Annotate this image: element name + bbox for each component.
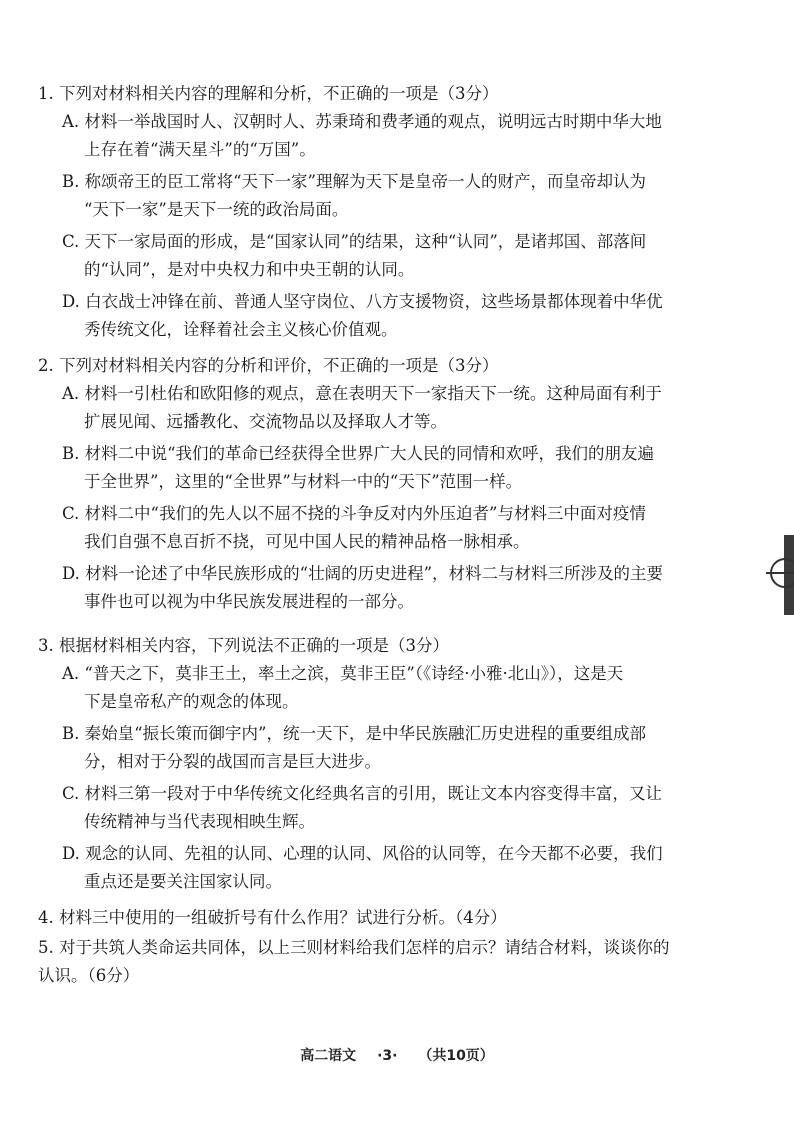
option-text-cont: “天下一家”是天下一统的政治局面。	[84, 200, 349, 219]
option-text-cont: 扩展见闻、远播教化、交流物品以及择取人才等。	[84, 412, 447, 431]
option-b	[38, 440, 738, 496]
option-text-cont: 上存在着“满天星斗”的“万国”。	[84, 140, 316, 159]
question-stem: 1. 下列对材料相关内容的理解和分析，不正确的一项是（3分）	[38, 84, 499, 103]
option-c	[38, 228, 738, 284]
footer-total-pages: （共10页）	[418, 1048, 494, 1064]
option-d	[38, 288, 738, 344]
option-text-cont: 下是皇帝私产的观念的体现。	[84, 692, 299, 711]
option-text: D. 观念的认同、先祖的认同、心理的认同、风俗的认同等，在今天都不必要，我们	[62, 844, 663, 863]
option-b	[38, 720, 738, 776]
option-text-cont: 分，相对于分裂的战国而言是巨大进步。	[84, 752, 381, 771]
page-footer	[0, 1045, 794, 1065]
option-text-cont: 于全世界”，这里的“全世界”与材料一中的“天下”范围一样。	[84, 472, 523, 491]
option-text: A. “普天之下，莫非王土，率土之滨，莫非王臣”（《诗经·小雅·北山》），这是天	[62, 664, 624, 683]
option-text: D. 白衣战士冲锋在前、普通人坚守岗位、八方支援物资，这些场景都体现着中华优	[62, 292, 663, 311]
question-4	[38, 904, 738, 932]
question-stem-cont: 认识。（6分）	[38, 966, 140, 985]
option-text: B. 秦始皇“振长策而御宇内”，统一天下，是中华民族融汇历史进程的重要组成部	[62, 724, 646, 743]
option-text: B. 称颂帝王的臣工常将“天下一家”理解为天下是皇帝一人的财产，而皇帝却认为	[62, 172, 646, 191]
option-b	[38, 168, 738, 224]
option-text-cont: 传统精神与当代表现相映生辉。	[84, 812, 315, 831]
question-3	[38, 632, 738, 896]
question-5	[38, 934, 738, 990]
question-stem: 3. 根据材料相关内容，下列说法不正确的一项是（3分）	[38, 636, 449, 655]
option-text: C. 材料二中“我们的先人以不屈不挠的斗争反对内外压迫者”与材料三中面对疫情	[62, 504, 646, 523]
option-text-cont: 重点还是要关注国家认同。	[84, 872, 282, 891]
option-text: C. 天下一家局面的形成，是“国家认同”的结果，这种“认同”，是诸邦国、部落间	[62, 232, 647, 251]
option-a	[38, 380, 738, 436]
option-c	[38, 500, 738, 556]
question-stem: 2. 下列对材料相关内容的分析和评价，不正确的一项是（3分）	[38, 356, 499, 375]
option-d	[38, 840, 738, 896]
option-text: D. 材料一论述了中华民族形成的“壮阔的历史进程”，材料二与材料三所涉及的主要	[62, 564, 664, 583]
option-a	[38, 660, 738, 716]
option-text-cont: 秀传统文化，诠释着社会主义核心价值观。	[84, 320, 398, 339]
question-2	[38, 352, 738, 616]
footer-page-number: ·3·	[377, 1048, 398, 1064]
option-text: C. 材料三第一段对于中华传统文化经典名言的引用，既让文本内容变得丰富，又让	[62, 784, 663, 803]
option-text-cont: 事件也可以视为中华民族发展进程的一部分。	[84, 592, 414, 611]
question-1	[38, 80, 738, 344]
option-a	[38, 108, 738, 164]
option-text-cont: 的“认同”，是对中央权力和中央王朝的认同。	[84, 260, 415, 279]
question-stem: 4. 材料三中使用的一组破折号有什么作用？试进行分析。（4分）	[38, 908, 507, 927]
option-text: B. 材料二中说“我们的革命已经获得全世界广大人民的同情和欢呼，我们的朋友遍	[62, 444, 655, 463]
option-c	[38, 780, 738, 836]
footer-subject: 高二语文	[300, 1048, 357, 1064]
option-d	[38, 560, 738, 616]
option-text-cont: 我们自强不息百折不挠，可见中国人民的精神品格一脉相承。	[84, 532, 530, 551]
binding-line-mark	[766, 572, 794, 574]
option-text: A. 材料一举战国时人、汉朝时人、苏秉琦和费孝通的观点，说明远古时期中华大地	[62, 112, 662, 131]
question-stem: 5. 对于共筑人类命运共同体，以上三则材料给我们怎样的启示？请结合材料，谈谈你的	[38, 938, 670, 957]
option-text: A. 材料一引杜佑和欧阳修的观点，意在表明天下一家指天下一统。这种局面有利于	[62, 384, 662, 403]
